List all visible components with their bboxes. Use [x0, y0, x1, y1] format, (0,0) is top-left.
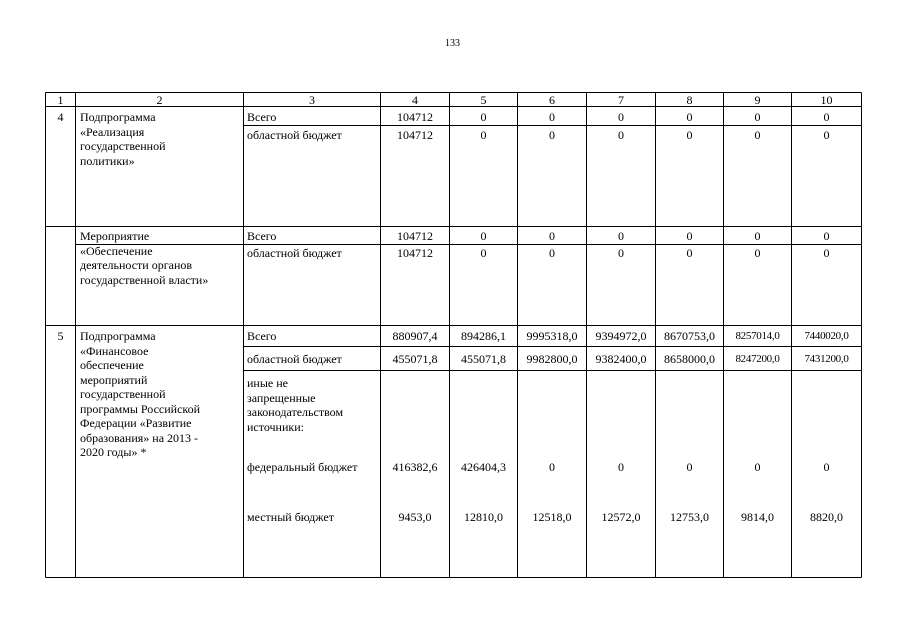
table-cell: 0	[686, 128, 693, 142]
table-cell: 9814,0	[741, 510, 774, 524]
source-label: местный бюджет	[247, 510, 334, 524]
source-label: Всего	[247, 229, 277, 243]
table-cell: 8820,0	[810, 510, 843, 524]
table-cell: 0	[549, 110, 555, 124]
column-header-8: 8	[686, 93, 693, 107]
event-name: Мероприятие «Обеспечение деятельности органов государственной власти»	[80, 229, 209, 287]
table-cell: 7440020,0	[804, 330, 849, 342]
source-label: областной бюджет	[247, 352, 342, 366]
table-cell: 0	[618, 246, 624, 260]
table-cell: 0	[480, 110, 487, 124]
source-label: Всего	[247, 110, 277, 124]
column-header-10: 10	[820, 93, 833, 107]
table-cell: 416382,6	[392, 460, 438, 474]
source-label: областной бюджет	[247, 246, 342, 260]
table-cell: 9453,0	[398, 510, 432, 524]
table-cell: 12810,0	[464, 510, 503, 524]
column-header-1: 1	[57, 93, 64, 107]
table-cell: 12518,0	[532, 510, 572, 524]
table-cell: 0	[618, 128, 624, 142]
table-cell: 0	[754, 246, 761, 260]
table-cell: 8670753,0	[664, 329, 715, 343]
table-cell: 7431200,0	[804, 353, 849, 365]
table-cell: 9995318,0	[526, 329, 578, 343]
source-label: федеральный бюджет	[247, 460, 358, 474]
other-sources-label: иные не запрещенные законодательством источники:	[247, 376, 344, 434]
table-cell: 0	[480, 128, 487, 142]
column-header-2: 2	[156, 93, 163, 107]
table-cell: 455071,8	[392, 352, 438, 366]
table-cell: 0	[754, 460, 761, 474]
table-cell: 0	[686, 246, 693, 260]
table-cell: 0	[549, 460, 555, 474]
row-number: 4	[57, 110, 64, 124]
table-cell: 9394972,0	[595, 329, 647, 343]
table-cell: 104712	[397, 229, 433, 243]
source-label: Всего	[247, 329, 277, 343]
table-cell: 0	[618, 110, 624, 124]
table-cell: 0	[618, 460, 624, 474]
table-cell: 894286,1	[461, 329, 506, 343]
column-header-7: 7	[618, 93, 624, 107]
table-cell: 0	[686, 460, 693, 474]
table-cell: 8247200,0	[735, 353, 780, 365]
column-header-6: 6	[549, 93, 555, 107]
table-cell: 0	[823, 128, 830, 142]
table-cell: 426404,3	[461, 460, 506, 474]
row-number: 5	[57, 329, 64, 343]
table-cell: 0	[480, 229, 487, 243]
column-header-5: 5	[480, 93, 487, 107]
table-cell: 104712	[397, 128, 433, 142]
table-cell: 0	[549, 128, 555, 142]
table-cell: 9382400,0	[595, 352, 647, 366]
table-cell: 104712	[397, 246, 433, 260]
column-header-9: 9	[754, 93, 761, 107]
column-header-4: 4	[412, 93, 418, 107]
table-cell: 0	[686, 229, 693, 243]
table-cell: 455071,8	[461, 352, 506, 366]
table-cell: 0	[823, 460, 830, 474]
table-cell: 0	[549, 246, 555, 260]
table-cell: 0	[823, 246, 830, 260]
table-cell: 0	[686, 110, 693, 124]
table-cell: 12753,0	[670, 510, 709, 524]
table-cell: 8658000,0	[664, 352, 715, 366]
table-cell: 0	[754, 128, 761, 142]
table-cell: 12572,0	[601, 510, 641, 524]
table-cell: 104712	[397, 110, 433, 124]
table-cell: 0	[823, 110, 830, 124]
subprogram-name: Подпрограмма «Финансовое обеспечение мероприятий государственной программы Российской Федерации «Развитие образования» на 2013 - 2020 годы» *	[80, 329, 201, 459]
table-cell: 0	[754, 229, 761, 243]
table-cell: 880907,4	[392, 329, 438, 343]
table-cell: 9982800,0	[526, 352, 578, 366]
subprogram-name: Подпрограмма «Реализация государственной политики»	[80, 110, 166, 168]
table-cell: 0	[480, 246, 487, 260]
source-label: областной бюджет	[247, 128, 342, 142]
page-number: 133	[445, 38, 460, 49]
table-cell: 0	[549, 229, 555, 243]
table-cell: 0	[754, 110, 761, 124]
column-header-3: 3	[309, 93, 315, 107]
table-cell: 0	[823, 229, 830, 243]
table-cell: 8257014,0	[735, 330, 780, 342]
table-cell: 0	[618, 229, 624, 243]
